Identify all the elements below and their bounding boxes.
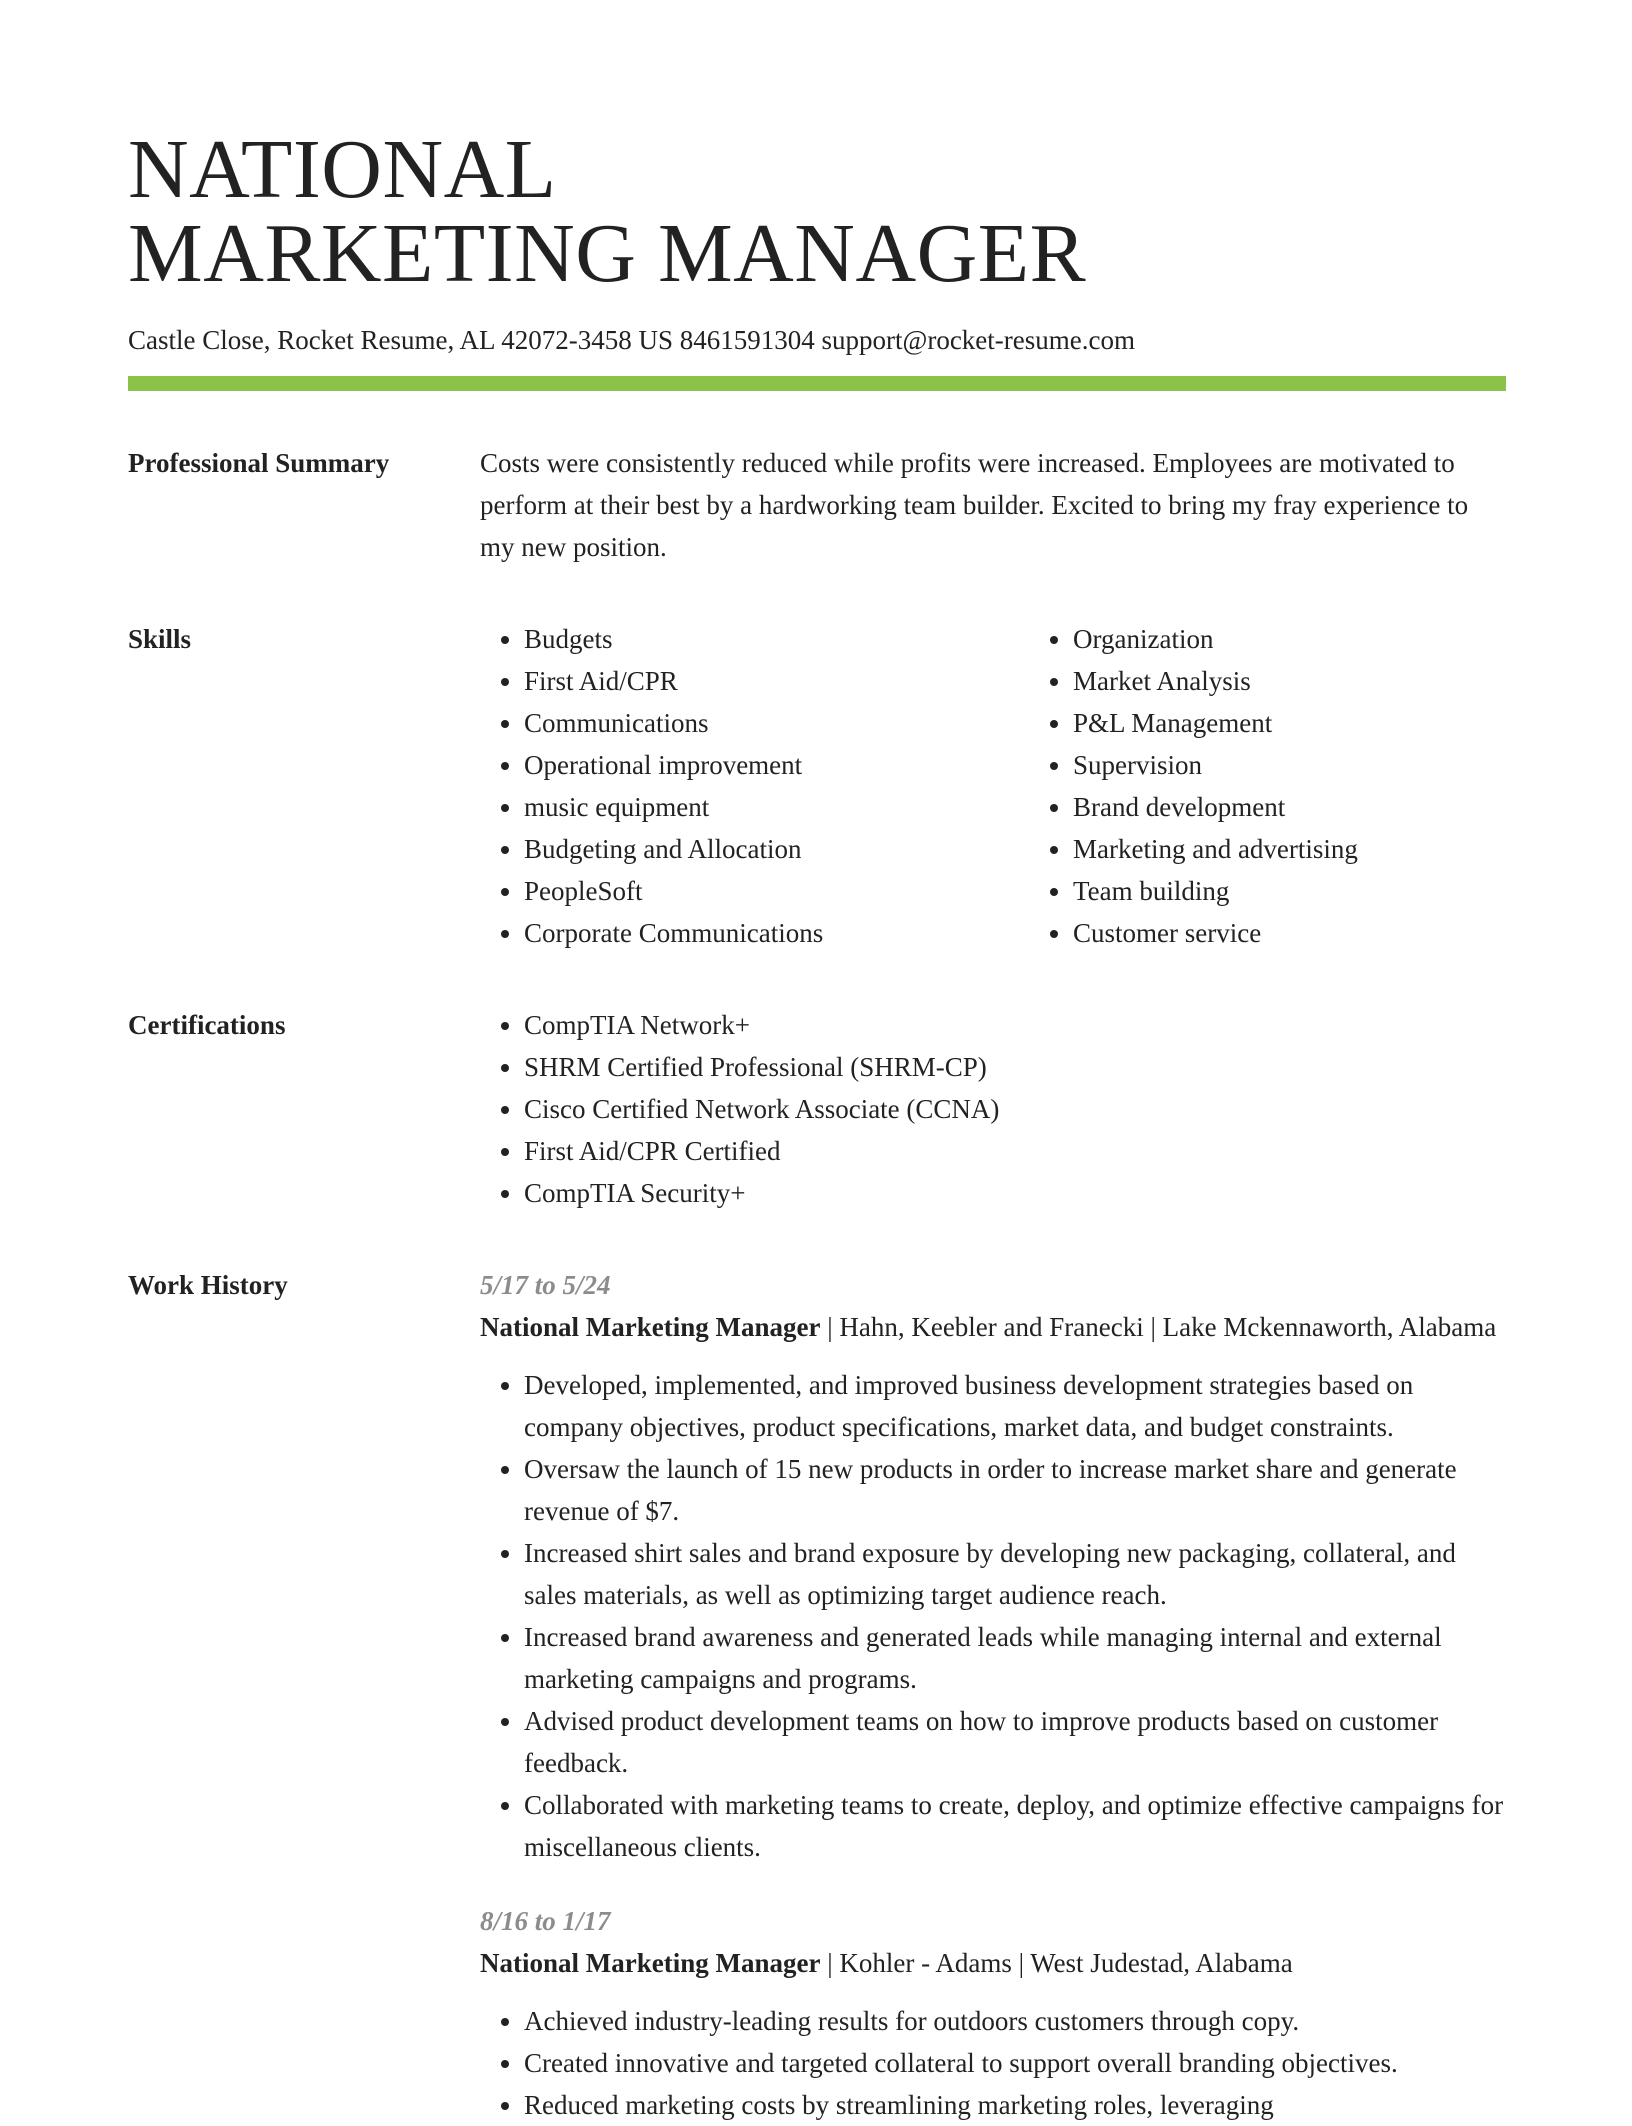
summary-section xyxy=(128,442,1506,568)
certification-item: • Cisco Certified Network Associate (CCNA) xyxy=(524,1088,1506,1130)
skill-item: • Corporate Communications xyxy=(524,912,1029,954)
job-details: | Kohler - Adams | West Judestad, Alabama xyxy=(820,1948,1293,1978)
skill-item: • music equipment xyxy=(524,786,1029,828)
job-bullet: • Achieved industry-leading results for outdoors customers through copy. xyxy=(524,2000,1506,2042)
job-title: National Marketing Manager xyxy=(480,1312,821,1342)
summary-heading: Professional Summary xyxy=(128,448,390,478)
job-dates: 5/17 to 5/24 xyxy=(480,1270,611,1300)
job-bullets xyxy=(480,1364,1506,1868)
job-entry xyxy=(480,1264,1506,1868)
job-bullets xyxy=(480,2000,1506,2126)
job-bullet: • Increased brand awareness and generated leads while managing internal and external marketing campaigns and programs. xyxy=(524,1616,1506,1700)
title-line-1: NATIONAL xyxy=(128,123,557,216)
skill-item: • PeopleSoft xyxy=(524,870,1029,912)
job-bullet: • Reduced marketing costs by streamlining marketing roles, leveraging xyxy=(524,2084,1506,2126)
skills-list-right xyxy=(1029,618,1578,954)
certification-item: • CompTIA Security+ xyxy=(524,1172,1506,1214)
skill-item: • Brand development xyxy=(1073,786,1578,828)
skill-item: • Market Analysis xyxy=(1073,660,1578,702)
skill-item: • Customer service xyxy=(1073,912,1578,954)
skills-list-left xyxy=(480,618,1029,954)
certifications-body xyxy=(480,1004,1506,1214)
certifications-heading: Certifications xyxy=(128,1010,286,1040)
skill-item: • Communications xyxy=(524,702,1029,744)
skill-item: • Marketing and advertising xyxy=(1073,828,1578,870)
job-bullet: • Increased shirt sales and brand exposure by developing new packaging, collateral, and sales materials, as well as optimizing target audience reach. xyxy=(524,1532,1506,1616)
skills-grid xyxy=(480,618,1578,954)
certifications-section xyxy=(128,1004,1506,1214)
job-header xyxy=(480,1306,1506,1348)
skills-body xyxy=(480,618,1578,954)
certification-item: • First Aid/CPR Certified xyxy=(524,1130,1506,1172)
contact-line: Castle Close, Rocket Resume, AL 42072-3458 US 8461591304 support@rocket-resume.com xyxy=(128,325,1135,355)
job-bullet: • Oversaw the launch of 15 new products in order to increase market share and generate revenue of $7. xyxy=(524,1448,1506,1532)
resume-title xyxy=(128,0,1506,300)
job-details: | Hahn, Keebler and Franecki | Lake Mckennaworth, Alabama xyxy=(820,1312,1497,1342)
job-bullet: • Collaborated with marketing teams to create, deploy, and optimize effective campaigns for miscellaneous clients. xyxy=(524,1784,1506,1868)
certification-item: • CompTIA Network+ xyxy=(524,1004,1506,1046)
skill-item: • P&L Management xyxy=(1073,702,1578,744)
title-line-2: MARKETING MANAGER xyxy=(128,207,1087,300)
job-title: National Marketing Manager xyxy=(480,1948,821,1978)
resume-page xyxy=(128,0,1506,2126)
job-bullet: • Advised product development teams on how to improve products based on customer feedback. xyxy=(524,1700,1506,1784)
summary-body xyxy=(480,442,1506,568)
job-dates: 8/16 to 1/17 xyxy=(480,1906,611,1936)
work-history-section xyxy=(128,1264,1506,2126)
certification-item: • SHRM Certified Professional (SHRM-CP) xyxy=(524,1046,1506,1088)
skill-item: • Supervision xyxy=(1073,744,1578,786)
skill-item: • Operational improvement xyxy=(524,744,1029,786)
work-history-heading: Work History xyxy=(128,1270,288,1300)
skill-item: • Organization xyxy=(1073,618,1578,660)
job-bullet: • Created innovative and targeted collateral to support overall branding objectives. xyxy=(524,2042,1506,2084)
job-bullet: • Developed, implemented, and improved business development strategies based on company objectives, product specifications, market data, and budget constraints. xyxy=(524,1364,1506,1448)
work-history-body xyxy=(480,1264,1506,2126)
accent-divider xyxy=(128,376,1506,391)
skills-heading: Skills xyxy=(128,624,192,654)
skill-item: • Budgets xyxy=(524,618,1029,660)
job-entry xyxy=(480,1900,1506,2126)
summary-text: Costs were consistently reduced while profits were increased. Employees are motivated to perform at their best by a hardworking team builder. Excited to bring my fray experience to my new position. xyxy=(480,448,1469,562)
skills-section xyxy=(128,618,1506,954)
certifications-list xyxy=(480,1004,1506,1214)
skill-item: • First Aid/CPR xyxy=(524,660,1029,702)
skill-item: • Budgeting and Allocation xyxy=(524,828,1029,870)
job-header xyxy=(480,1942,1506,1984)
skill-item: • Team building xyxy=(1073,870,1578,912)
